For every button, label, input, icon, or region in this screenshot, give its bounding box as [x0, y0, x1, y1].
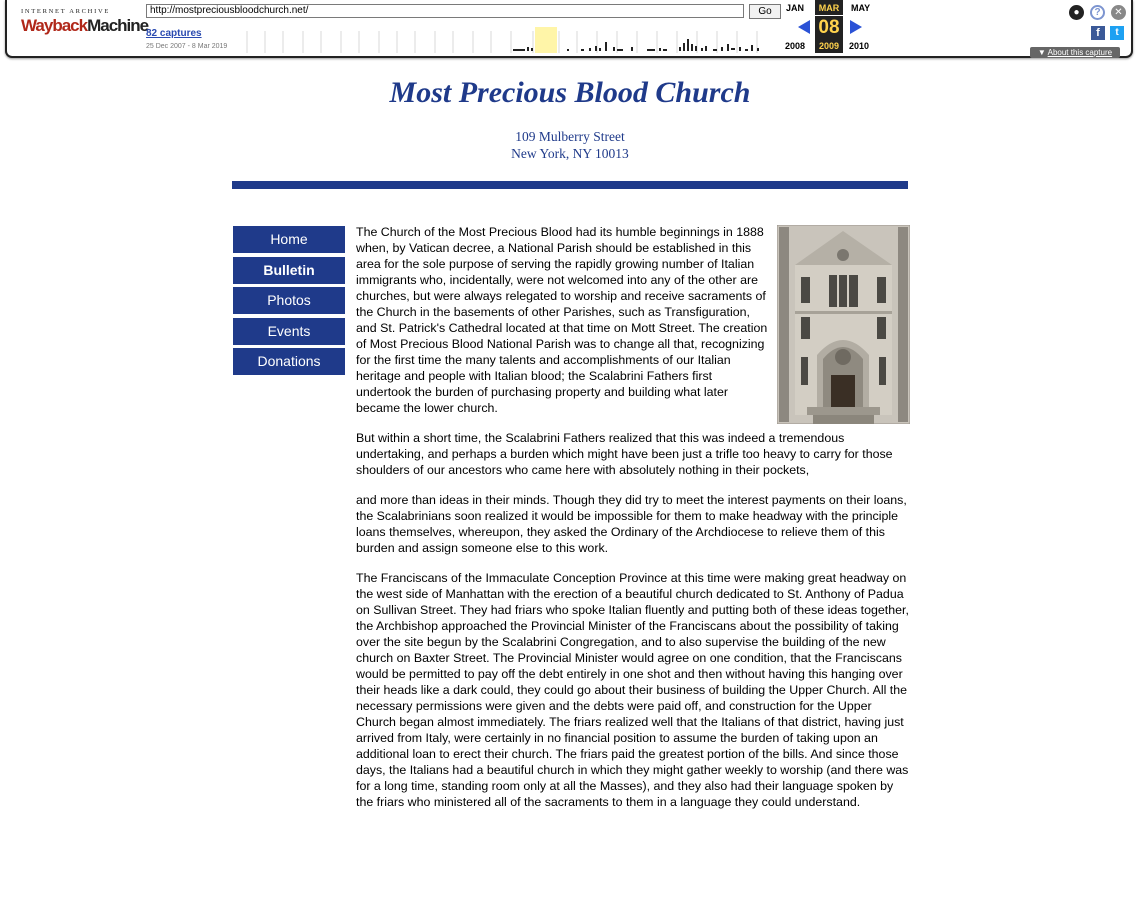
wayback-sparkline[interactable]: [243, 27, 775, 53]
address-city: New York, NY 10013: [511, 146, 629, 161]
user-icon[interactable]: ●: [1069, 5, 1084, 20]
next-capture-arrow-icon[interactable]: [850, 20, 862, 34]
year-prev-label[interactable]: 2008: [785, 41, 806, 51]
nav-photos-button[interactable]: Photos: [233, 287, 345, 314]
church-address: [0, 128, 1140, 162]
wayback-toolbar: [5, 0, 1133, 58]
wayback-capture-range: 25 Dec 2007 - 8 Mar 2019: [146, 43, 228, 50]
wayback-tools: [1037, 5, 1123, 57]
wayback-logo[interactable]: [21, 8, 149, 44]
prev-capture-arrow-icon[interactable]: [798, 20, 810, 34]
church-facade-photo: [777, 225, 910, 424]
nav-bulletin-button[interactable]: Bulletin: [233, 257, 345, 284]
nav-events-button[interactable]: Events: [233, 318, 345, 345]
history-paragraph-3: and more than ideas in their minds. Though they did try to meet the interest payments on their loans, the Scalabrinians soon realized it would be impossible for them to make headway with the principle loans themselves, whereupon, they asked the Ordinary of the Archdiocese to relieve them of this burden and assign someone else to this work.: [356, 493, 907, 555]
side-nav: [233, 226, 345, 379]
wayback-url-input[interactable]: http://mostpreciousbloodchurch.net/: [146, 4, 744, 18]
address-street: 109 Mulberry Street: [515, 129, 625, 144]
year-next-label[interactable]: 2010: [849, 41, 870, 51]
nav-home-button[interactable]: Home: [233, 226, 345, 253]
wayback-logo-top: INTERNET ARCHIVE: [21, 8, 111, 15]
site-title: Most Precious Blood Church: [389, 76, 751, 109]
help-icon[interactable]: ?: [1090, 5, 1105, 20]
wayback-logo-main: WaybackMachine: [21, 16, 149, 35]
sparkline-current-year: [535, 27, 557, 53]
month-next-label[interactable]: MAY: [851, 3, 871, 13]
twitter-icon[interactable]: t: [1110, 26, 1124, 40]
close-icon[interactable]: ✕: [1111, 5, 1126, 20]
capture-day: 08: [815, 16, 843, 40]
month-prev-label[interactable]: JAN: [786, 3, 805, 13]
wayback-captures-link[interactable]: 82 captures: [146, 28, 202, 39]
main-content: [356, 224, 910, 824]
year-current-label: 2009: [815, 40, 843, 53]
nav-donations-button[interactable]: Donations: [233, 348, 345, 375]
wayback-date-nav: [781, 0, 881, 56]
history-paragraph-4: The Franciscans of the Immaculate Conception Province at this time were making great headway on the west side of Manhattan with the erection of a beautiful church dedicated to St. Anthony of Padua on Sullivan Street. They had friars who spoke Italian fluently and putting both of these ideas together, the Archbishop approached the Provincial Minister of the Franciscans about the possibility of taking over the site begun by the Scalabrini Congregation, and to also supervise the building of the new church on Baxter Street. The Provincial Minister would agree on one condition, that the Franciscans would be permitted to pay off the debt entirely in one shot and then without having this hanging over their heads like a dark could, they could go about their business of building the Upper Church. All the necessary permissions were given and the debts were paid off, and construction for the Upper Church began almost immediately. The friars realized well that the Italians of that district, having just arrived from Italy, were certainly in no financial position to assume the burden of taking upon an additional loan to erect their church. The friars paid the greatest portion of the bills. And since those days, the Italians had a beautiful church in which they might gather weekly to worship (and there was for a long time, standing room only at all the Masses), and they also had their language spoken by the friars who ministered all of the sacraments to them in a language they could understand.: [356, 571, 909, 809]
wayback-go-button[interactable]: Go: [749, 4, 781, 19]
month-current-label: MAR: [815, 0, 843, 15]
history-paragraph-1: The Church of the Most Precious Blood had its humble beginnings in 1888 when, by Vatican decree, a National Parish should be established in this area for the sole purpose of serving the rapidly growing number of Italian immigrants who, incidentally, were not welcomed into any of the other are churches, but were always relegated to worship and receive sacraments of the Church in the basements of other Parishes, such as Transfiguration, and St. Patrick's Cathedral located at that time on Mott Street. The creation of Most Precious Blood National Parish was to change all that, recognizing for the first time the many talents and accomplishments of our Italian heritage and people with Italian blood; the Scalabrini Fathers first undertook the burden of purchasing property and building what later became the lower church.: [356, 225, 768, 415]
facebook-icon[interactable]: f: [1091, 26, 1105, 40]
history-paragraph-2: But within a short time, the Scalabrini Fathers realized that this was indeed a tremendous undertaking, and perhaps a burden which might have been just a trifle too heavy to carry for those shoulders of our ancestors who came here with absolutely nothing in their pockets,: [356, 431, 893, 477]
about-capture-button[interactable]: ▼ About this capture: [1030, 47, 1120, 58]
header-divider: [232, 181, 908, 189]
